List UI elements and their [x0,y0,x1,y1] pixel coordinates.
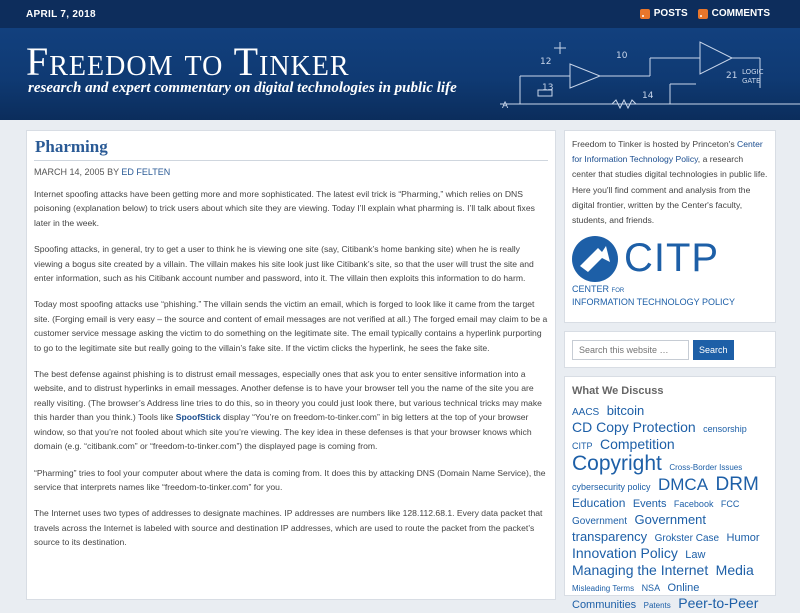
sidebar [564,130,776,612]
tag-link[interactable]: AACS [572,407,600,418]
post-date: MARCH 14, 2005 [34,167,105,177]
post-author-link[interactable]: ED FELTEN [121,167,171,177]
tag-link[interactable]: Education [572,496,626,511]
search-button[interactable]: Search [693,340,734,360]
tag-link[interactable]: Innovation Policy [572,544,678,561]
tag-link[interactable]: bitcoin [606,403,645,418]
post-title[interactable]: Pharming [35,137,108,156]
post-paragraph: Spoofing attacks, in general, try to get a user to think he is viewing one site (say, Citibank’s home banking site) when he is really viewing a bogus site created by a villain. The villain makes his site look just like Citibank’s site, so that the user will trust the site and enter information, such as his Citibank account number and password, into it. The villain then exploits this information to do harm. [34,244,534,284]
svg-text:GATE: GATE [742,77,761,85]
tag-link[interactable]: Online [667,582,700,595]
post-content [26,130,556,600]
tag-link[interactable]: Cross-Border Issues [669,463,743,473]
site-tagline: research and expert commentary on digital technologies in public life [28,80,457,96]
tag-link[interactable]: Peer-to-Peer [678,595,759,612]
tag-link[interactable]: Media [715,561,754,578]
topics-box [564,376,776,612]
tag-link[interactable]: transparency [572,528,648,544]
citp-subtitle: CENTER FOR INFORMATION TECHNOLOGY POLICY [572,284,736,308]
site-title[interactable]: Freedom to Tinker [26,39,350,84]
post-paragraph: Today most spoofing attacks use “phishing.” The villain sends the victim an email, which is forged to look like it came from the target site. (Forging email is very easy – the source and content of email messages are not verified at all.) The forged email may claim to be a customer service message asking the victim to do something on the legitimate site. The email typically contains a hyperlink purporting to go to the legitimate site but really going to the villain’s fake site. If the victim clicks the hyperlink, he sees the fake site. [34,299,548,353]
rss-icon [698,9,708,19]
citp-logo[interactable] [572,236,768,282]
svg-text:12: 12 [540,57,552,67]
top-bar [0,0,800,28]
site-header [0,28,800,120]
tag-link[interactable]: NSA [641,583,661,594]
current-date: APRIL 7, 2018 [26,9,96,20]
tag-link[interactable]: Events [632,498,667,511]
tag-link[interactable]: Law [685,548,706,561]
about-box [564,130,776,323]
tag-link[interactable]: Copyright [572,452,662,476]
feed-links [640,8,770,19]
tag-link[interactable]: Patents [643,601,671,611]
post-paragraph: “Pharming” tries to fool your computer about where the data is coming from. It does this by attacking DNS (Domain Name Service), the service that interprets names like “freedom-to-tinker.com” for you. [34,467,546,492]
title-divider [34,160,548,161]
tag-link[interactable]: Misleading Terms [572,584,635,594]
post-meta [34,167,548,177]
tag-link[interactable]: Managing the Internet [572,561,709,578]
tag-link[interactable]: CITP [572,440,593,451]
post-paragraph: The Internet uses two types of addresses to designate machines. IP addresses are numbers like 128.112.68.1. Every data packet that travels across the Internet is labeled with source and destination IP addresses, which are used to route the packet from the packet’s source to its destination. [34,508,543,548]
comments-feed-link[interactable] [698,8,770,19]
search-box [564,331,776,368]
citp-logo-icon [572,236,618,282]
tag-link[interactable]: DMCA [657,475,709,495]
post-by: BY [107,167,119,177]
topics-heading: What We Discuss [572,385,664,397]
about-text: Freedom to Tinker is hosted by Princeton's [572,139,737,149]
circuit-diagram-icon [500,28,800,120]
svg-text:21: 21 [726,71,738,81]
tag-link[interactable]: Competition [599,435,675,452]
svg-text:14: 14 [642,91,654,101]
posts-feed-link[interactable] [640,8,688,19]
tag-link[interactable]: Humor [726,531,760,544]
tag-link[interactable]: Government [572,516,628,528]
tag-link[interactable]: CD Copy Protection [572,418,696,435]
svg-text:A: A [502,101,509,111]
post-paragraph: Internet spoofing attacks have been getting more and more sophisticated. The latest evil trick is “Pharming,” which relies on DNS poisoning (explanation below) to trick users about which site they are viewing. Today I’ll explain what pharming is. I’ll talk about fixes later in the week. [34,189,535,228]
post-text: The best defense against phishing is to distrust email messages, especially ones that ask you to enter sensitive information into a website, and to distrust hyperlinks in email messages. Another defense is to have your browser tell you the name of the site you are really visiting. (The browser’s Address line tries to do this, so in theory you could just look there, but various technical tricks may make this harder than you think.) Tools like [34,369,542,423]
tag-link[interactable]: Government [634,512,707,528]
tag-cloud [572,403,768,613]
tag-link[interactable]: Grokster Case [654,532,720,544]
tag-link[interactable]: Communities [572,599,637,612]
svg-text:LOGIC: LOGIC [742,68,764,76]
rss-icon [640,9,650,19]
tag-link[interactable]: DRM [715,474,759,496]
posts-feed-label: POSTS [653,8,688,19]
citp-wordmark: CITP [624,236,720,281]
tag-link[interactable]: Facebook [673,499,714,510]
spoofstick-link[interactable]: SpoofStick [175,412,221,423]
tag-link[interactable]: cybersecurity policy [572,482,651,493]
svg-text:10: 10 [616,51,628,61]
post-text: display “You’re on freedom-to-tinker.com” in big letters at the top of your browser window, so that you’re not fooled about which site you’re viewing. The key idea in these defenses is that your browser knows which domain (e.g. “citibank.com” or “freedom-to-tinker.com”) the displayed page is coming from. [34,412,532,452]
svg-text:13: 13 [542,83,554,93]
comments-feed-label: COMMENTS [711,8,770,19]
about-text: , a research center that studies digital technologies in public life. Here you'll find comment and analysis from the digital frontier, written by the Center's faculty, students, and friends. [572,154,768,226]
post-paragraph [34,367,548,453]
tag-link[interactable]: censorship [703,423,747,434]
search-input[interactable] [572,340,689,360]
tag-link[interactable]: FCC [720,499,740,510]
citp-link[interactable]: Center for Information Technology Policy [572,139,763,165]
